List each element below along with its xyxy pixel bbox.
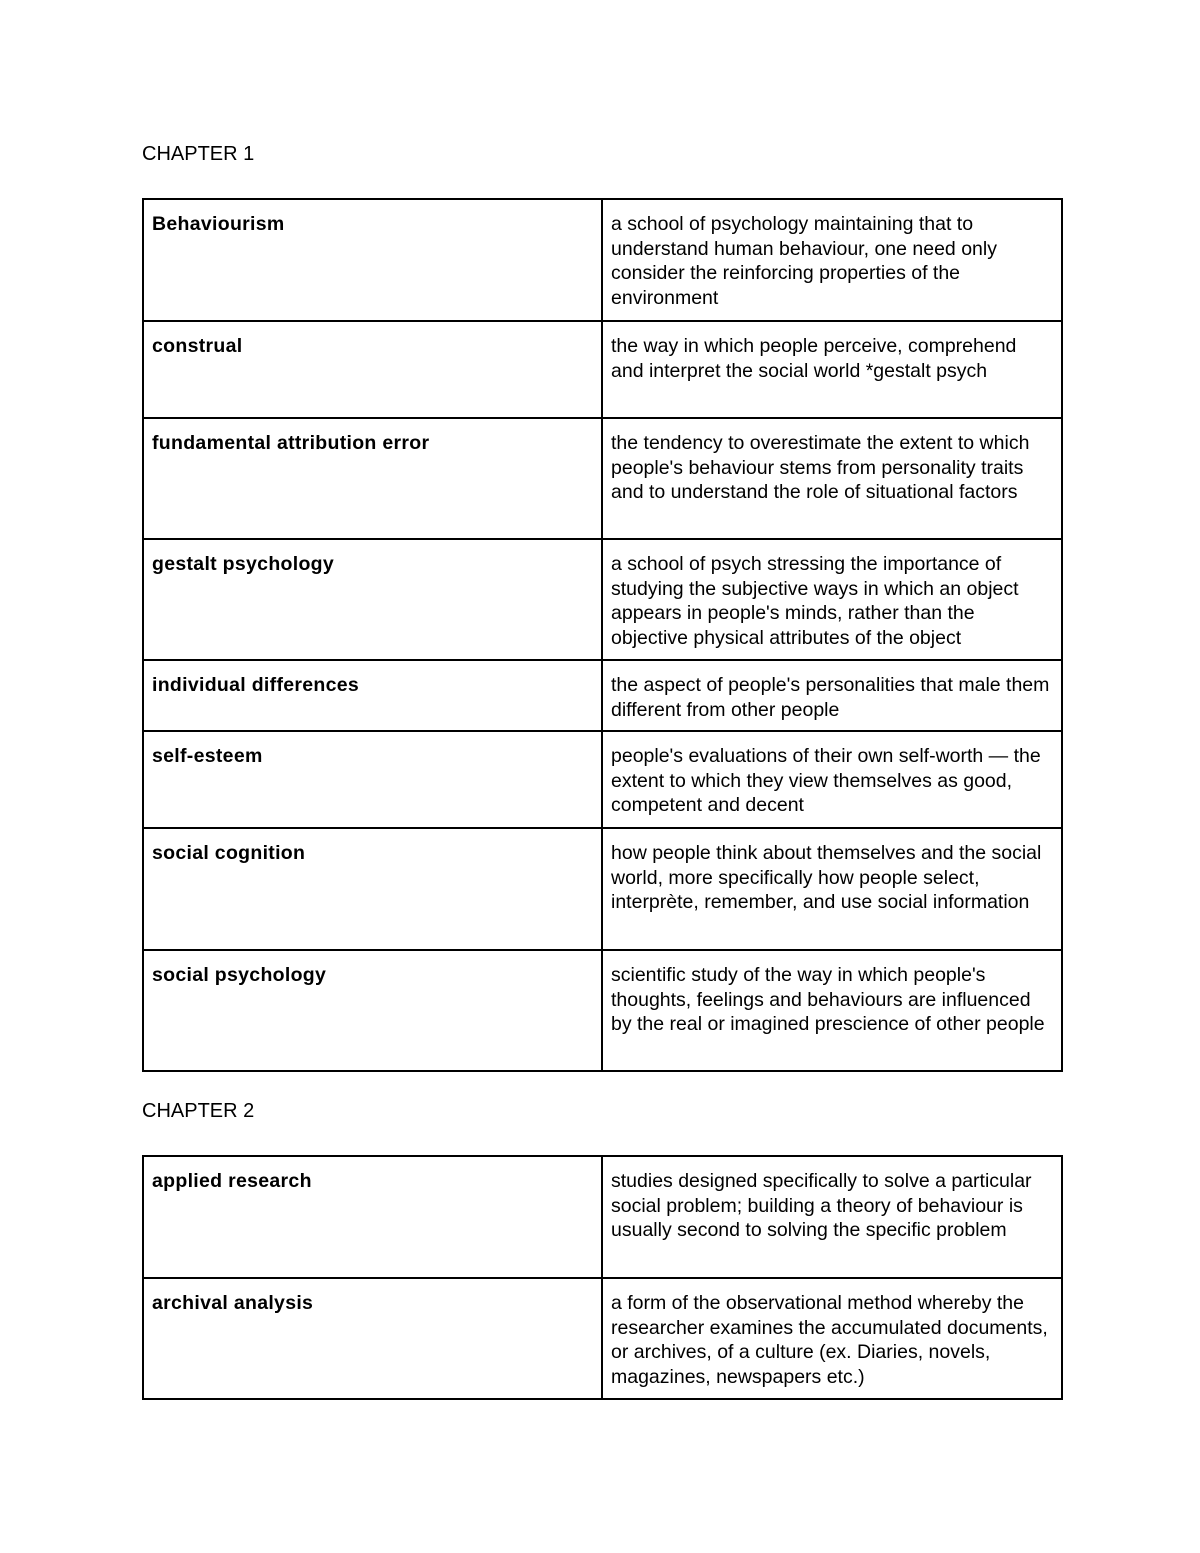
table-row [143, 539, 1062, 660]
table-row [143, 418, 1062, 539]
definition-cell: the tendency to overestimate the extent to which people's behaviour stems from personality traits and to understand the role of situational factors [602, 418, 1062, 539]
table-row [143, 1278, 1062, 1399]
definition-cell: a form of the observational method whereby the researcher examines the accumulated documents, or archives, of a culture (ex. Diaries, novels, magazines, newspapers etc.) [602, 1278, 1062, 1399]
chapter-1-glossary-table [142, 198, 1063, 1072]
definition-cell: scientific study of the way in which people's thoughts, feelings and behaviours are influenced by the real or imagined prescience of other people [602, 950, 1062, 1071]
definition-cell: the aspect of people's personalities that male them different from other people [602, 660, 1062, 731]
table-row [143, 321, 1062, 418]
term-cell: social psychology [143, 950, 602, 1071]
term-cell: fundamental attribution error [143, 418, 602, 539]
chapter-2-glossary-table [142, 1155, 1063, 1400]
definition-cell: a school of psych stressing the importance of studying the subjective ways in which an object appears in people's minds, rather than the objective physical attributes of the object [602, 539, 1062, 660]
definition-cell: how people think about themselves and the social world, more specifically how people select, interprète, remember, and use social information [602, 828, 1062, 950]
table-row [143, 1156, 1062, 1278]
term-cell: applied research [143, 1156, 602, 1278]
term-cell: construal [143, 321, 602, 418]
chapter-2-heading: CHAPTER 2 [142, 1100, 255, 1122]
term-cell: gestalt psychology [143, 539, 602, 660]
term-cell: individual differences [143, 660, 602, 731]
term-cell: archival analysis [143, 1278, 602, 1399]
table-row [143, 950, 1062, 1071]
definition-cell: people's evaluations of their own self-worth — the extent to which they view themselves as good, competent and decent [602, 731, 1062, 828]
definition-cell: studies designed specifically to solve a particular social problem; building a theory of behaviour is usually second to solving the specific problem [602, 1156, 1062, 1278]
chapter-1-heading: CHAPTER 1 [142, 143, 255, 165]
table-row [143, 828, 1062, 950]
table-row [143, 660, 1062, 731]
definition-cell: the way in which people perceive, comprehend and interpret the social world *gestalt psych [602, 321, 1062, 418]
term-cell: self-esteem [143, 731, 602, 828]
table-row [143, 731, 1062, 828]
table-row [143, 199, 1062, 321]
term-cell: social cognition [143, 828, 602, 950]
term-cell: Behaviourism [143, 199, 602, 321]
definition-cell: a school of psychology maintaining that to understand human behaviour, one need only consider the reinforcing properties of the environment [602, 199, 1062, 321]
